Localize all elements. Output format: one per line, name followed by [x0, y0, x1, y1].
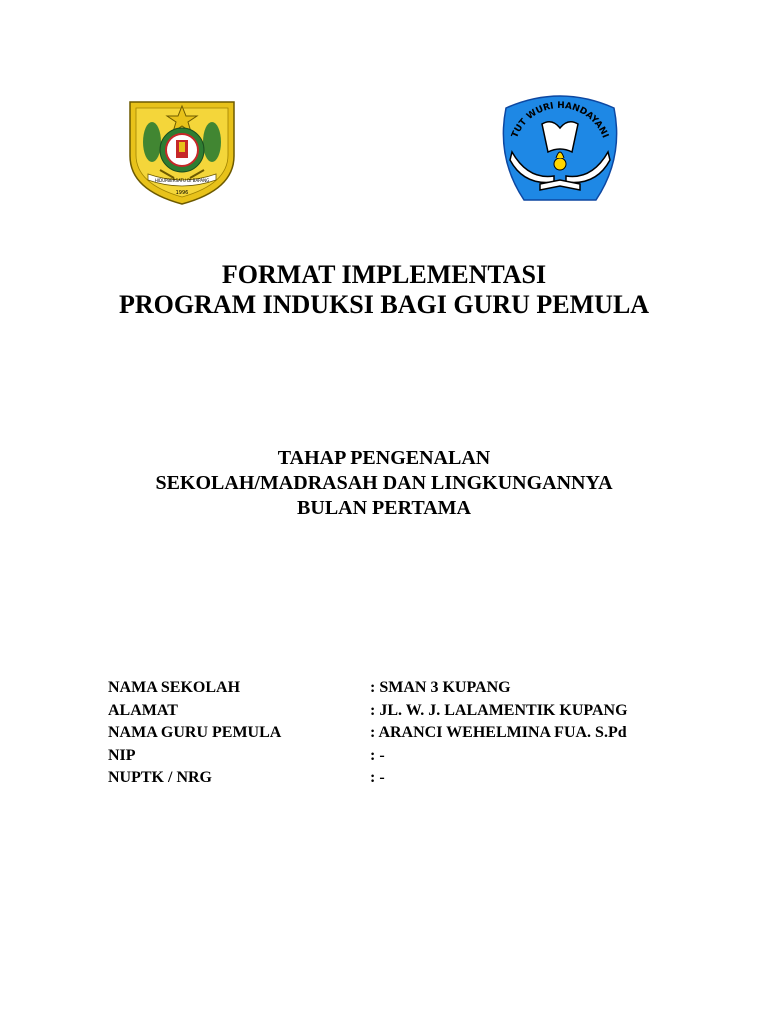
- info-value: : -: [370, 769, 385, 786]
- info-value: : -: [370, 746, 385, 764]
- document-title: [0, 260, 768, 320]
- info-value: : ARANCI WEHELMINA FUA. S.Pd: [370, 724, 627, 741]
- info-row-teacher-name: [108, 722, 688, 745]
- document-subtitle: [0, 446, 768, 521]
- left-logo-motto: HIDUPBERSATU DI BAPANG: [154, 178, 210, 183]
- info-row-address: [108, 700, 688, 723]
- identity-info-block: [108, 677, 688, 790]
- info-value: : SMAN 3 KUPANG: [370, 679, 511, 696]
- right-logo-motto: TUT WURI HANDAYANI: [510, 100, 610, 140]
- info-label: ALAMAT: [108, 701, 178, 719]
- subtitle-line-1: TAHAP PENGENALAN: [277, 447, 491, 469]
- info-row-nip: [108, 745, 688, 768]
- info-label: NAMA SEKOLAH: [108, 679, 241, 696]
- info-label: NAMA GURU PEMULA: [108, 724, 282, 741]
- tut-wuri-handayani-logo: [492, 88, 628, 212]
- subtitle-line-2: SEKOLAH/MADRASAH DAN LINGKUNGANNYA: [155, 472, 613, 494]
- regional-government-crest-icon: [126, 98, 238, 206]
- title-line-2: PROGRAM INDUKSI BAGI GURU PEMULA: [118, 290, 650, 319]
- info-label: NUPTK / NRG: [108, 769, 212, 786]
- title-line-1: FORMAT IMPLEMENTASI: [221, 260, 547, 289]
- info-label: NIP: [108, 746, 136, 764]
- left-logo-year: 1996: [175, 190, 189, 196]
- info-row-nuptk-nrg: [108, 767, 688, 790]
- subtitle-line-3: BULAN PERTAMA: [297, 497, 471, 519]
- regional-crest-logo: [126, 98, 238, 206]
- info-value: : JL. W. J. LALAMENTIK KUPANG: [370, 701, 628, 719]
- tut-wuri-handayani-emblem-icon: [492, 88, 628, 212]
- info-row-school-name: [108, 677, 688, 700]
